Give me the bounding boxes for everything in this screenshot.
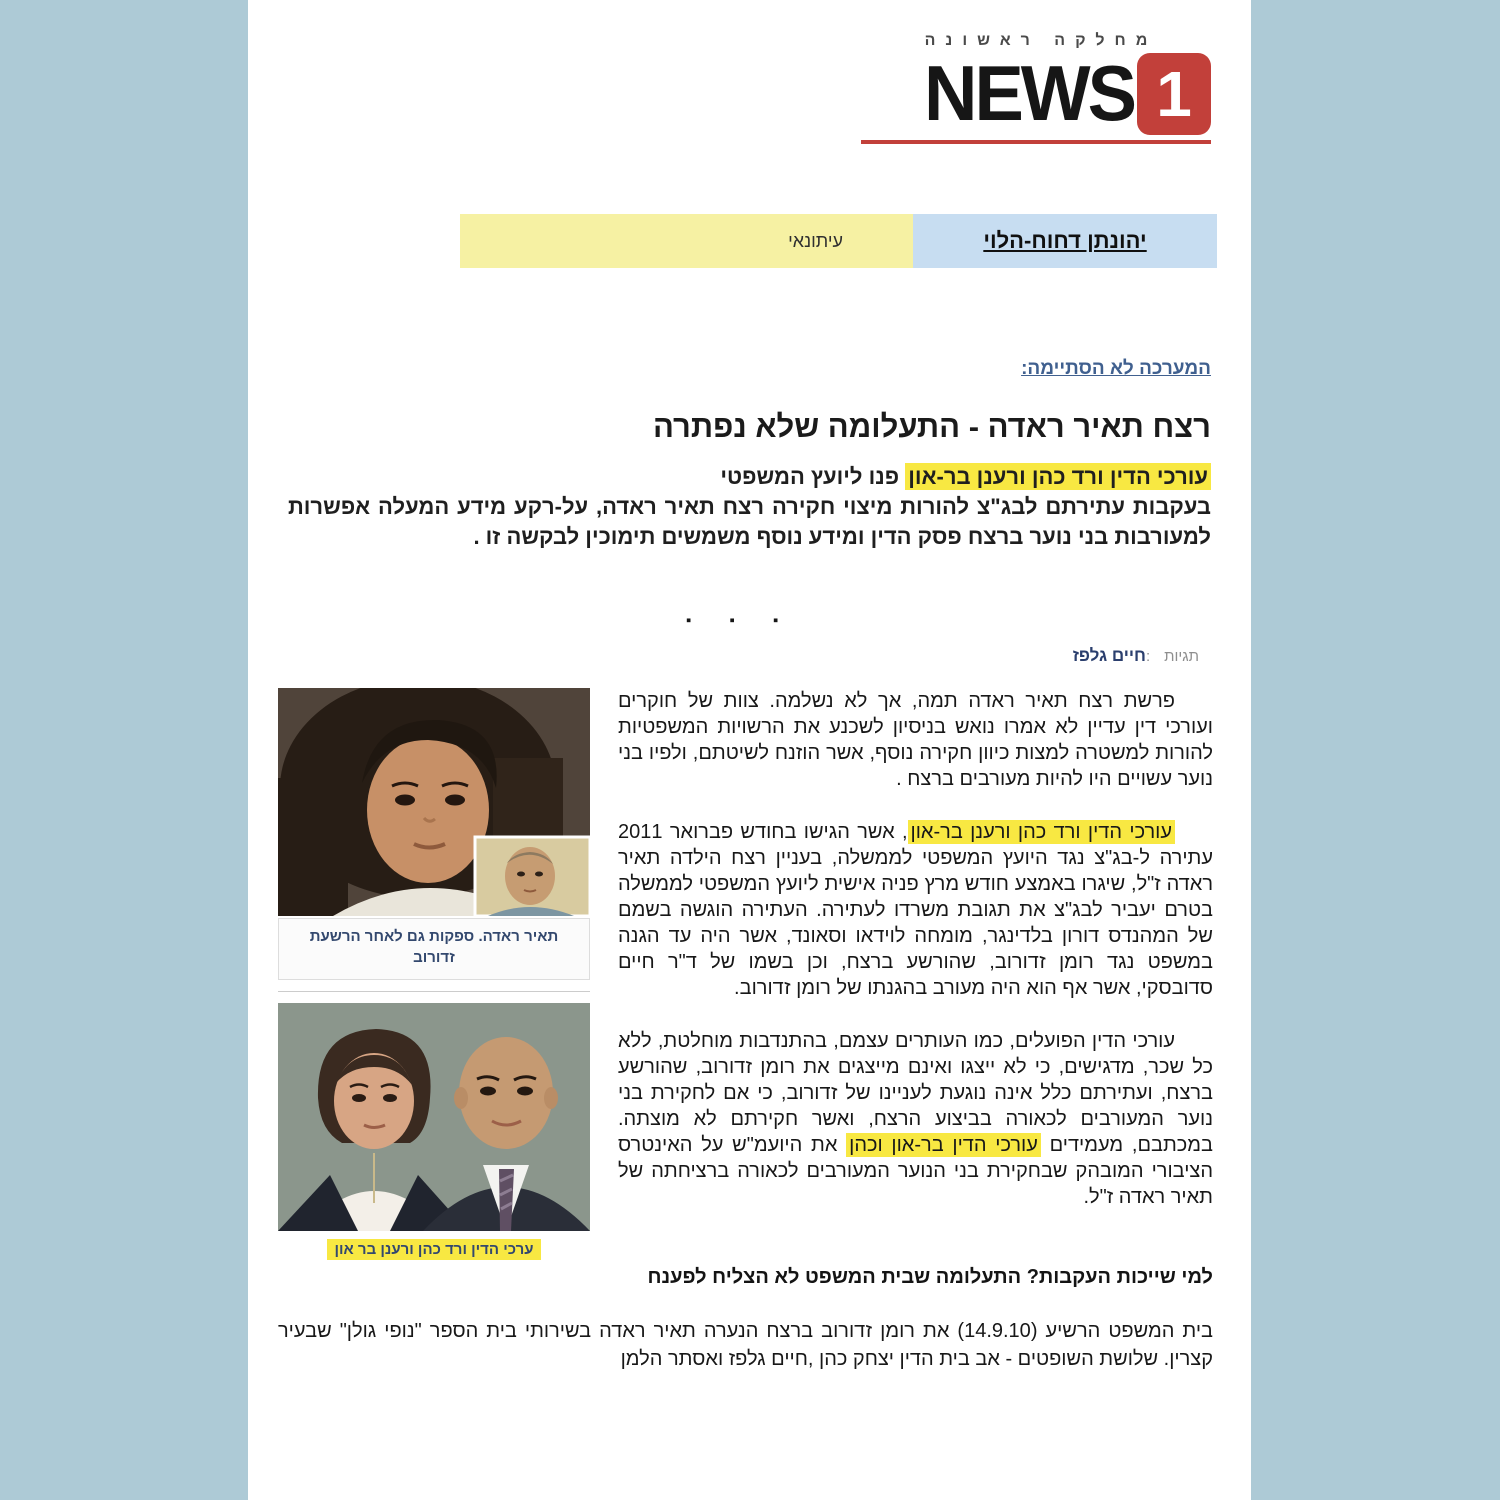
article-body	[278, 688, 1213, 1373]
tags-label: תגיות	[1164, 648, 1199, 665]
paragraph-1: פרשת רצח תאיר ראדה תמה, אך לא נשלמה. צוות של חוקרים ועורכי דין עדיין לא אמרו נואש בניסיון לשכנע את הרשויות המשפטיות להורות למשטרה למצות כיוון חקירה נוסף, אשר הוזנח לשיטתם, ולפיו בני נוער עשויים היו להיות מעורבים ברצח .	[618, 690, 1213, 790]
lead-line1-rest: פנו ליועץ המשפטי	[720, 464, 906, 489]
author-role-label: עיתונאי	[788, 230, 843, 251]
logo-one-badge: 1	[1137, 53, 1211, 135]
subheading: למי שייכות העקבות? התעלומה שבית המשפט לא הצליח לפענח	[647, 1266, 1213, 1288]
closing-paragraph: בית המשפט הרשיע (14.9.10) את רומן זדורוב ברצח הנערה תאיר ראדה בשירותי בית הספר "נופי גולן" שבעיר קצרין. שלושת השופטים - אב בית הדין יצחק כהן ,חיים גלפז ואסתר הלמן	[278, 1320, 1214, 1370]
dots-separator: ▪ ▪ ▪	[686, 612, 796, 629]
byline-author-cell	[913, 214, 1217, 268]
tags-line	[1073, 646, 1199, 666]
kicker-link[interactable]: המערכה לא הסתיימה:	[1021, 358, 1211, 379]
logo-tagline: מחלקה ראשונה	[924, 32, 1158, 49]
article-title: רצח תאיר ראדה - התעלומה שלא נפתרה	[653, 408, 1211, 444]
figure-separator	[278, 991, 590, 992]
paragraph-2: עורכי הדין ורד כהן ורענן בר-און, אשר הגישו בחודש פברואר 2011 עתירה ל-בג"צ נגד היועץ המשפטי לממשלה, בעניין רצח הילדה תאיר ראדה ז"ל, שיגרו באמצע חודש מרץ פניה אישית ליועץ המשפטי לממשלה בטרם יעביר לבג"צ את תגובת משרדו לעתירה. העתירה הוגשה בשמם של המהנדס דורון בלדינגר, מומחה לוידאו וסאונד, אשר היה עד הגנה במשפט נגד רומן זדורוב, שהורשע ברצח, וכן בשמו של ד"ר חיים סדובסקי, אשר אף הוא היה מעורב בהגנתו של רומן זדורוב.	[618, 821, 1213, 999]
photo-lawyers	[278, 1003, 590, 1231]
author-link[interactable]: יהונתן דחוח-הלוי	[983, 228, 1147, 253]
news1-logo	[861, 32, 1211, 144]
photo-caption-tair-rada: תאיר ראדה. ספקות גם לאחר הרשעת זדורוב	[278, 918, 590, 980]
lead-body: בעקבות עתירתם לבג"צ להורות מיצוי חקירה רצח תאיר ראדה, על-רקע מידע המעלה אפשרות למעורבות בני נוער ברצח פסק הדין ומידע נוסף משמשים תימוכין לבקשה זו .	[288, 494, 1211, 549]
tags-colon: :	[1145, 648, 1151, 665]
lead-paragraph	[288, 462, 1211, 552]
photo-caption-lawyers: ערכי הדין ורד כהן ורענן בר און	[278, 1238, 590, 1262]
byline-role-cell	[460, 214, 913, 268]
photo-tair-rada	[278, 688, 590, 916]
paragraph-3-highlight: עורכי הדין בר-און וכהן	[846, 1133, 1041, 1157]
paragraph-2-highlight: עורכי הדין ורד כהן ורענן בר-און	[908, 820, 1175, 844]
logo-underline	[861, 140, 1211, 144]
figure-column	[278, 688, 590, 1262]
article-page	[248, 0, 1251, 1500]
logo-brand-text: NEWS	[924, 49, 1134, 137]
lead-highlighted-names: עורכי הדין ורד כהן ורענן בר-און	[905, 463, 1211, 490]
logo-row	[861, 49, 1211, 137]
paragraph-3: עורכי הדין הפועלים, כמו העותרים עצמם, בהתנדבות מוחלטת, ללא כל שכר, מדגישים, כי לא ייצגו ואינם מייצגים את רומן זדורוב, שהורשע ברצח, ועתירתם כלל אינה נוגעת לעניינו של זדורוב, כי אם לחקירת בני נוער המעורבים לכאורה בביצוע הרצח, ואשר חקירתם לא מוצתה. במכתבם, מעמידים עורכי הדין בר-און וכהן את היועמ"ש על האינטרס הציבורי המובהק שבחקירת בני הנוער המעורבים לכאורה ברציחתה של תאיר ראדה ז"ל.	[618, 1030, 1214, 1208]
kicker-row	[288, 358, 1211, 380]
tag-link[interactable]: חיים גלפז	[1072, 646, 1146, 665]
byline-bar	[460, 214, 1217, 268]
